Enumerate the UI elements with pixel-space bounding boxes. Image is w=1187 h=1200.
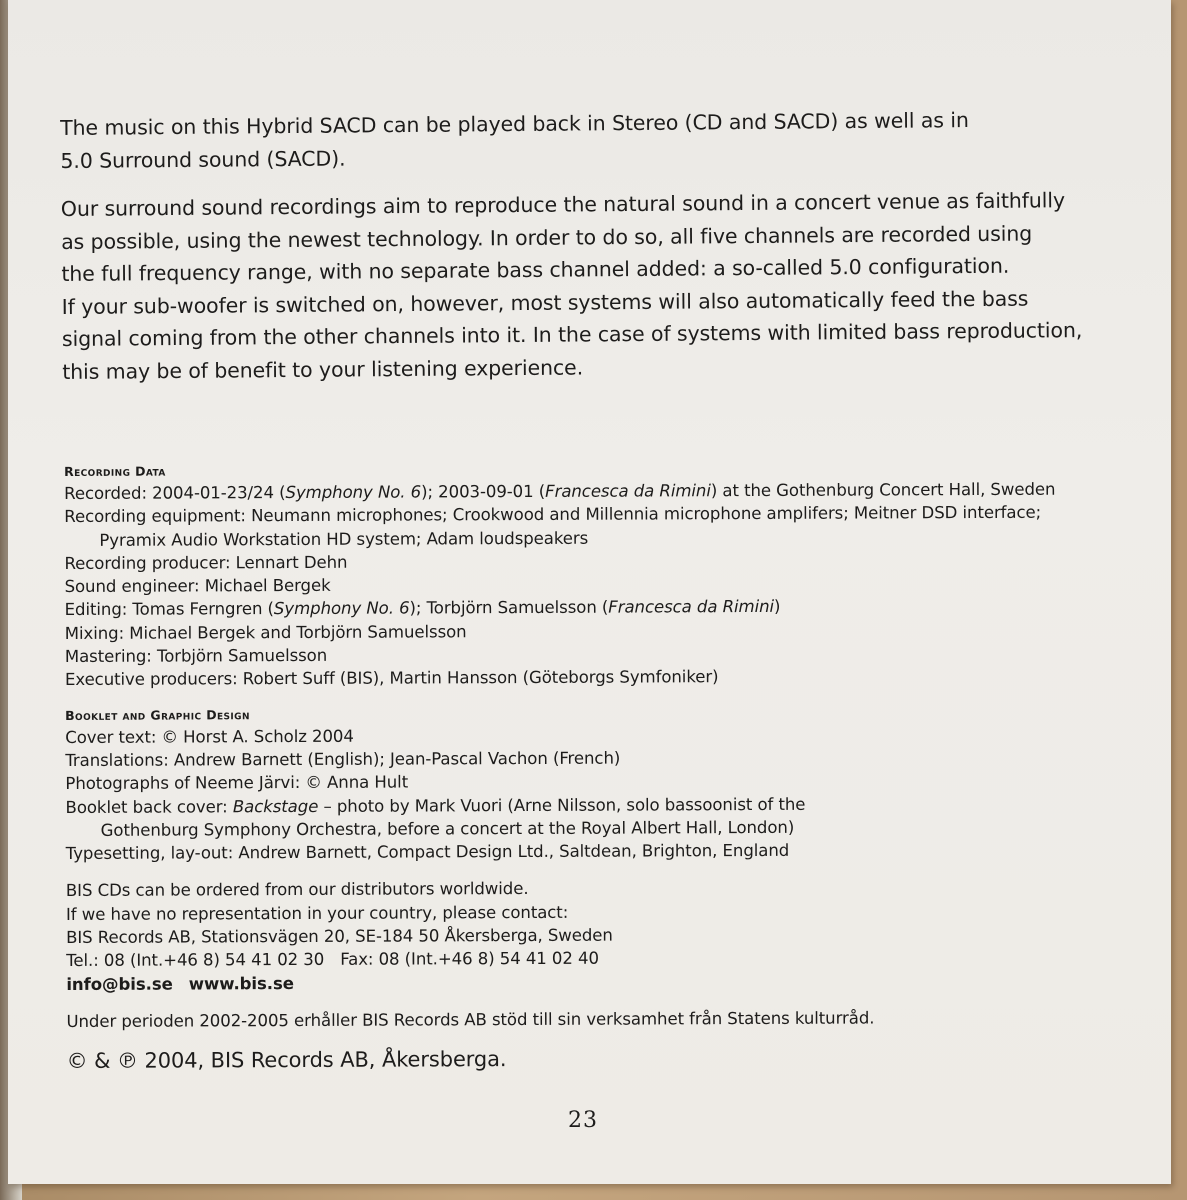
intro-line: this may be of benefit to your listening experience. (62, 354, 584, 384)
email-address: info@bis.se (66, 974, 173, 994)
translations-line: Translations: Andrew Barnett (English); Jean-Pascal Vachon (French) (65, 748, 621, 770)
intro-line: as possible, using the newest technology. In order to do so, all five channels are recorded using (61, 221, 1033, 254)
tel-number: Tel.: 08 (Int.+46 8) 54 41 02 30 (66, 950, 325, 971)
credits-section (64, 456, 1077, 1078)
back-cover-line-2: Gothenburg Symphony Orchestra, before a concert at the Royal Albert Hall, London) (100, 817, 795, 840)
recorded-mid: ); 2003-09-01 ( (421, 481, 546, 502)
intro-line: signal coming from the other channels into it. In the case of systems with limited bass reproduction, (61, 318, 1083, 351)
intro-paragraph-1 (60, 103, 1071, 177)
booklet-design-heading: Booklet and Graphic Design (65, 706, 250, 723)
mastering-line: Mastering: Torbjörn Samuelsson (64, 645, 328, 667)
booklet-page (8, 0, 1171, 1184)
intro-line: The music on this Hybrid SACD can be played back in Stereo (CD and SACD) as well as in (60, 108, 969, 140)
recorded-work-2: Francesca da Rimini (545, 481, 711, 501)
page-number: 23 (568, 1108, 598, 1133)
editing-mid: ); Torbjörn Samuelsson ( (409, 598, 609, 618)
recording-data-heading: Recording Data (64, 463, 166, 479)
copyright-line: © & ℗ 2004, BIS Records AB, Åkersberga. (66, 1047, 507, 1074)
engineer-line: Sound engineer: Michael Bergek (64, 576, 331, 597)
contact-address: BIS Records AB, Stationsvägen 20, SE-184 50 Åkersberga, Sweden (66, 925, 613, 948)
recorded-suffix: ) at the Gothenburg Concert Hall, Sweden (710, 479, 1056, 501)
editing-work-1: Symphony No. 6 (273, 598, 410, 619)
editing-prefix: Editing: Tomas Ferngren ( (64, 599, 274, 620)
funding-line: Under perioden 2002-2005 erhåller BIS Records AB stöd till sin verksamhet från Statens kulturråd. (66, 1008, 875, 1031)
photographs-line: Photographs of Neeme Järvi: © Anna Hult (65, 772, 409, 794)
back-cover-title: Backstage (232, 796, 319, 816)
equipment-line-2: Pyramix Audio Workstation HD system; Adam loudspeakers (99, 528, 589, 550)
back-cover-suffix: – photo by Mark Vuori (Arne Nilsson, solo bassoonist of the (318, 794, 806, 816)
cover-text-line: Cover text: © Horst A. Scholz 2004 (65, 726, 354, 747)
intro-line: the full frequency range, with no separate bass channel added: a so-called 5.0 configuration. (61, 253, 1010, 286)
contact-line-2: If we have no representation in your country, please contact: (65, 902, 569, 924)
contact-online (66, 968, 1076, 996)
website-address: www.bis.se (188, 973, 294, 994)
executive-line: Executive producers: Robert Suff (BIS), Martin Hansson (Göteborgs Symfoniker) (64, 667, 719, 690)
fax-number: Fax: 08 (Int.+46 8) 54 41 02 40 (340, 949, 599, 970)
intro-line: 5.0 Surround sound (SACD). (60, 146, 346, 173)
intro-line: If your sub-woofer is switched on, however, most systems will also automatically feed the bass (61, 286, 1029, 319)
surround-intro (60, 103, 1083, 404)
typesetting-line: Typesetting, lay-out: Andrew Barnett, Compact Design Ltd., Saltdean, Brighton, England (65, 840, 790, 864)
mixing-line: Mixing: Michael Bergek and Torbjörn Samuelsson (64, 622, 467, 643)
producer-line: Recording producer: Lennart Dehn (64, 552, 348, 573)
intro-paragraph-2 (60, 184, 1083, 388)
editing-work-2: Francesca da Rimini (608, 597, 775, 618)
editing-suffix: ) (773, 597, 781, 617)
recorded-prefix: Recorded: 2004-01-23/24 ( (64, 483, 286, 503)
intro-line: Our surround sound recordings aim to reproduce the natural sound in a concert venue as faithfully (60, 188, 1066, 221)
contact-block (66, 875, 1076, 996)
equipment-line: Recording equipment: Neumann microphones; Crookwood and Millennia microphone amplifers; Meitner DSD interface; (64, 503, 1042, 527)
back-cover-prefix: Booklet back cover: (65, 796, 233, 817)
recorded-work-1: Symphony No. 6 (285, 482, 422, 503)
contact-line-1: BIS CDs can be ordered from our distributors worldwide. (65, 879, 529, 901)
